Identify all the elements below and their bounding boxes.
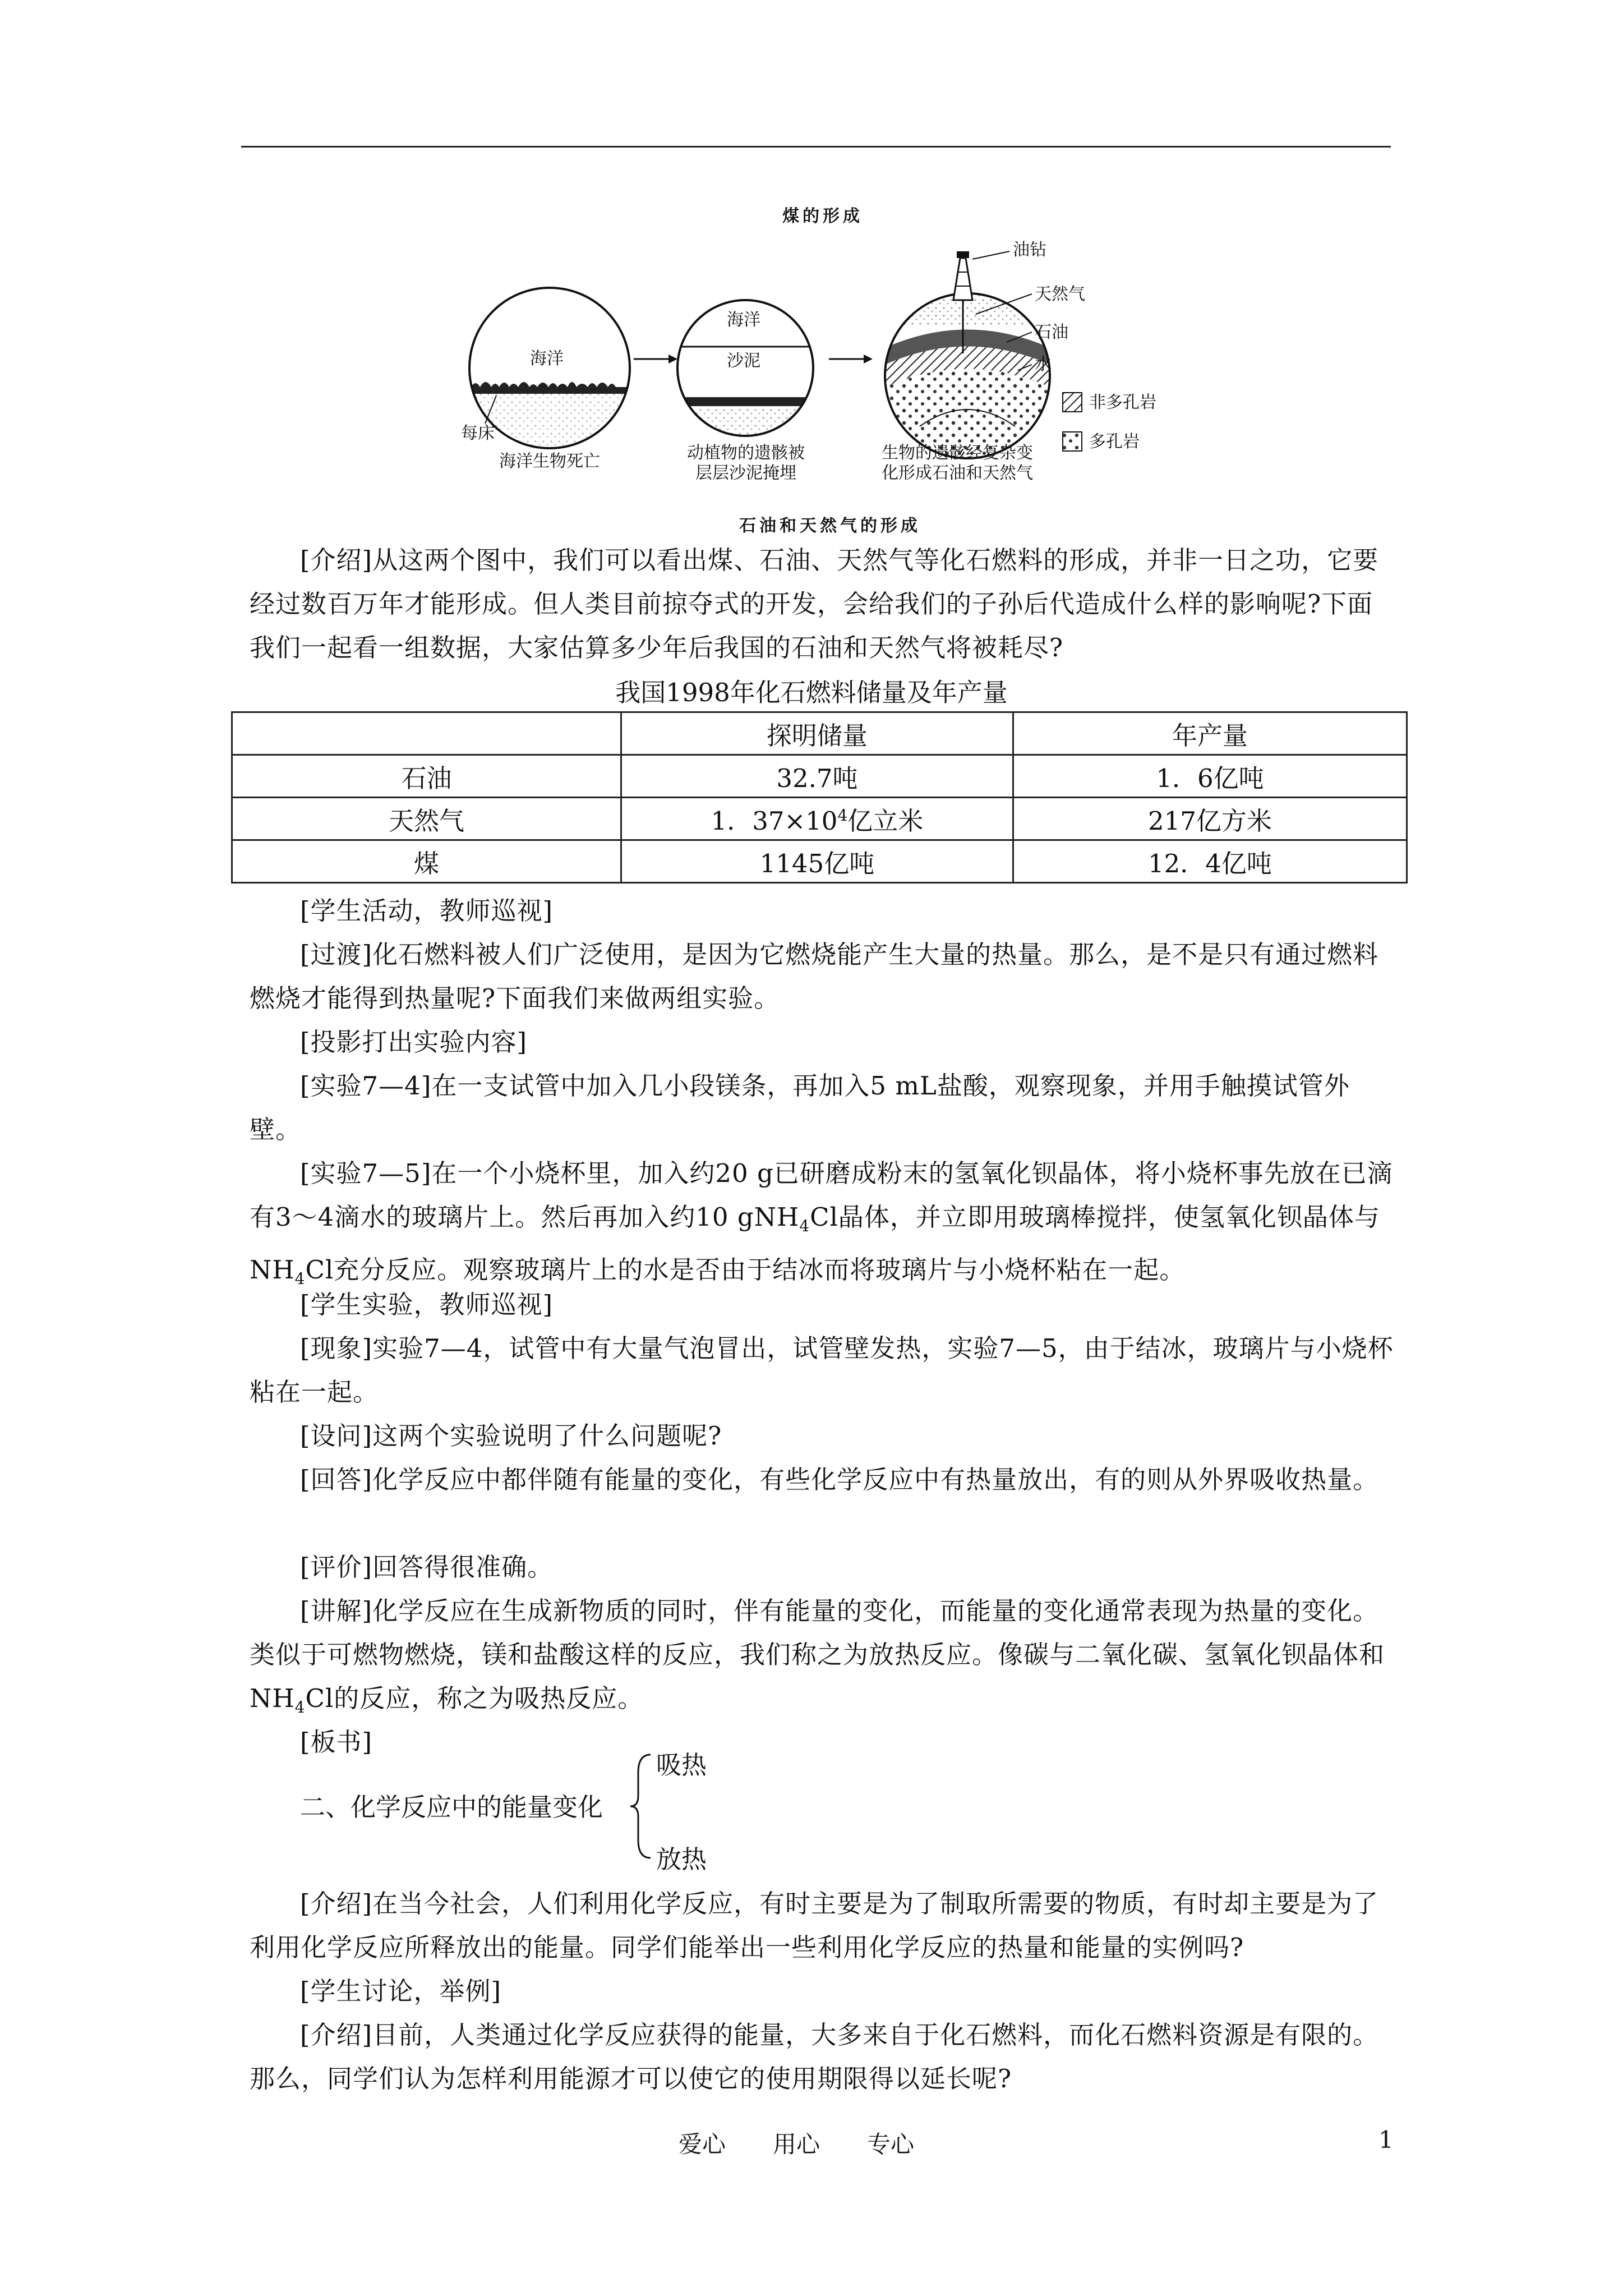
- reserve-cell: 32.7吨: [621, 755, 1013, 798]
- nonporous-rock-swatch: [1063, 393, 1082, 412]
- porous-rock-swatch: [1063, 432, 1082, 451]
- arrow-right-icon: [829, 355, 873, 364]
- output-cell: 12．4亿吨: [1013, 840, 1407, 883]
- water-label: 水: [1035, 355, 1052, 374]
- fuel-name-cell: 天然气: [232, 798, 621, 840]
- rig-label: 油钻: [1013, 240, 1046, 260]
- table-header-cell: [232, 712, 621, 755]
- student-experiment-note: [学生实验，教师巡视]: [300, 1290, 554, 1319]
- seabed-label: 每床: [461, 424, 495, 443]
- intro-paragraph-2: [介绍]在当今社会，人们利用化学反应，有时主要是为了制取所需要的物质，有时却主要是为了利用化学反应所释放出的能量。同学们能举出一些利用化学反应的热量和能量的实例吗?: [250, 1889, 1379, 1962]
- marine-death-label: 海洋生物死亡: [499, 452, 600, 471]
- experiment-7-5-text-c: Cl充分反应。观察玻璃片上的水是否由于结冰而将玻璃片与小烧杯粘在一起。: [305, 1255, 1186, 1285]
- reserve-cell: [621, 798, 1013, 840]
- legend-porous-label: 多孔岩: [1089, 432, 1140, 452]
- reserve-unit: 亿立米: [847, 806, 924, 836]
- ocean-label-2: 海洋: [727, 310, 760, 330]
- buried-label-line1: 动植物的遗骸被: [687, 443, 805, 463]
- table-header-cell: 年产量: [1013, 712, 1407, 755]
- rig-pointer: [972, 251, 1009, 259]
- output-cell: 217亿方米: [1013, 798, 1407, 840]
- question-paragraph: [设问]这两个实验说明了什么问题呢?: [300, 1421, 722, 1451]
- experiment-7-5-text-a: [实验7—5]在一个小烧杯里，加入约20 g已研磨成粉末的氢氧化钡晶体，将小烧杯事先放在已滴有3～4滴水的玻璃片上。然后再加入约10 gNH: [250, 1158, 1393, 1232]
- fossil-fuel-table: [231, 711, 1408, 884]
- ocean-label-1: 海洋: [530, 349, 564, 369]
- evaluation-paragraph: [评价]回答得很准确。: [300, 1552, 554, 1582]
- board-note-title: 二、化学反应中的能量变化: [300, 1792, 603, 1822]
- answer-paragraph: [回答]化学反应中都伴随有能量的变化，有些化学反应中有热量放出，有的则从外界吸收热量。: [300, 1465, 1379, 1494]
- legend-nonporous-label: 非多孔岩: [1089, 393, 1156, 412]
- buried-label-line2: 层层沙泥掩埋: [695, 463, 796, 483]
- fuel-name-cell: 石油: [232, 755, 621, 798]
- intro-paragraph-1: [介绍]从这两个图中，我们可以看出煤、石油、天然气等化石燃料的形成，并非一日之功，它要经过数百万年才能形成。但人类目前掠夺式的开发，会给我们的子孙后代造成什么样的影响呢?下面我们一起看一组数据，大家估算多少年后我国的石油和天然气将被耗尽?: [250, 545, 1379, 662]
- arrow-right-icon: [634, 355, 677, 364]
- transition-paragraph: [过渡]化石燃料被人们广泛使用，是因为它燃烧能产生大量的热量。那么，是不是只有通过燃料燃烧才能得到热量呢?下面我们来做两组实验。: [250, 940, 1379, 1013]
- student-activity-note: [学生活动，教师巡视]: [300, 896, 554, 926]
- transform-label-line1: 生物的遗骸经复杂变: [882, 443, 1033, 463]
- table-header-cell: 探明储量: [621, 712, 1013, 755]
- oil-label: 石油: [1035, 323, 1068, 342]
- lecture-text-b: Cl的反应，称之为吸热反应。: [305, 1683, 644, 1713]
- experiment-7-4-paragraph: [实验7—4]在一支试管中加入几小段镁条，再加入5 mL盐酸，观察现象，并用手触摸试管外壁。: [250, 1071, 1350, 1144]
- transform-label-line2: 化形成石油和天然气: [882, 463, 1033, 483]
- table-row: [232, 798, 1407, 840]
- table-row: [232, 840, 1407, 883]
- subscript-4: 4: [294, 1269, 306, 1288]
- lecture-paragraph: [250, 1589, 1394, 1729]
- experiment-7-5-text-b: Cl晶体，并立即用玻璃棒搅拌，使氢氧化钡晶体与NH: [250, 1202, 1380, 1285]
- table-caption: 我国1998年化石燃料储量及年产量: [615, 678, 1008, 707]
- table-row: [232, 755, 1407, 798]
- output-cell: 1．6亿吨: [1013, 755, 1407, 798]
- board-branch-release: 放热: [656, 1844, 707, 1874]
- phenomenon-paragraph: [现象]实验7—4，试管中有大量气泡冒出，试管壁发热，实验7—5，由于结冰，玻璃片与小烧杯粘在一起。: [250, 1333, 1394, 1407]
- student-discussion-note: [学生讨论，举例]: [300, 1976, 502, 2006]
- reserve-cell: 1145亿吨: [621, 840, 1013, 883]
- page-number: 1: [1378, 2126, 1394, 2154]
- header-rule: [241, 146, 1391, 148]
- experiment-7-5-paragraph: [250, 1152, 1394, 1301]
- coal-formation-caption: 煤的形成: [782, 206, 863, 226]
- table-header-row: [232, 712, 1407, 755]
- reserve-exponent: 4: [837, 806, 848, 825]
- brace-icon: [628, 1750, 656, 1862]
- board-branch-absorb: 吸热: [656, 1750, 707, 1780]
- footer-motto: 爱心 用心 专心: [679, 2131, 915, 2158]
- gas-label: 天然气: [1035, 284, 1085, 304]
- subscript-4: 4: [799, 1217, 810, 1235]
- fuel-name-cell: 煤: [232, 840, 621, 883]
- oil-gas-reservoir-circle: [880, 292, 1060, 466]
- oil-gas-formation-caption: 石油和天然气的形成: [739, 516, 921, 536]
- subscript-4: 4: [294, 1698, 306, 1717]
- lecture-text-a: [讲解]化学反应在生成新物质的同时，伴有能量的变化，而能量的变化通常表现为热量的变化。类似于可燃物燃烧，镁和盐酸这样的反应，我们称之为放热反应。像碳与二氧化碳、氢氧化钡晶体和NH: [250, 1596, 1385, 1713]
- board-note-heading: [板书]: [300, 1727, 373, 1757]
- mud-label: 沙泥: [727, 351, 760, 371]
- intro-paragraph-3: [介绍]目前，人类通过化学反应获得的能量，大多来自于化石燃料，而化石燃料资源是有限的。那么，同学们认为怎样利用能源才可以使它的使用期限得以延长呢?: [250, 2020, 1379, 2093]
- reserve-value: 1．37×10: [711, 806, 838, 836]
- projection-note: [投影打出实验内容]: [300, 1027, 528, 1057]
